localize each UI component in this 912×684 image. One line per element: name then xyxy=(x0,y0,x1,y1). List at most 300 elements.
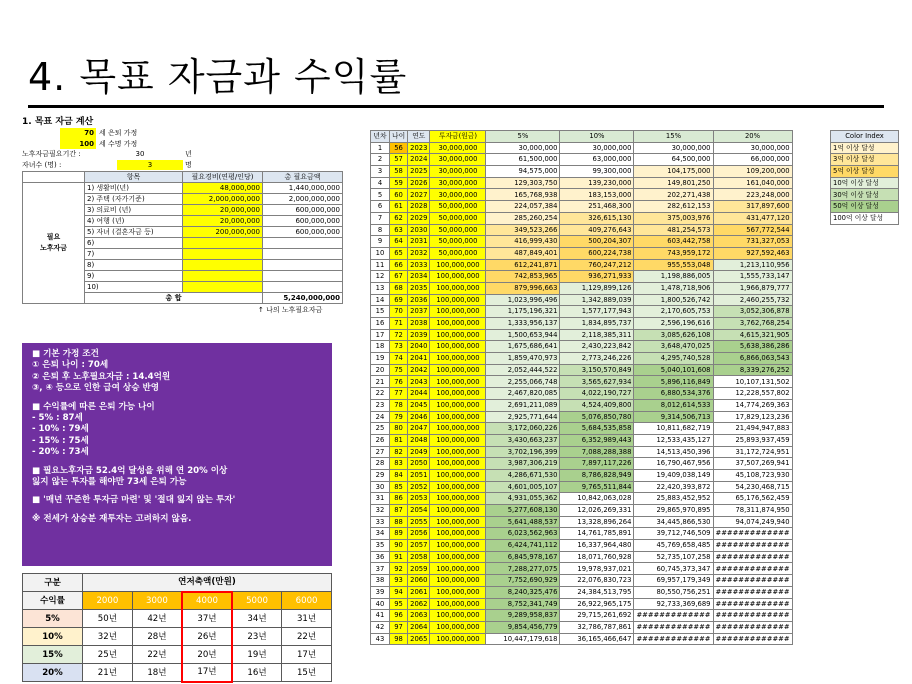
projection-cell: 1,213,110,956 xyxy=(713,259,792,271)
cost-sum-pad xyxy=(343,293,368,304)
projection-cell: ############# xyxy=(713,528,792,540)
cost-pad xyxy=(343,249,368,260)
projection-row xyxy=(371,177,793,189)
projection-cell: 5,040,101,608 xyxy=(634,364,713,376)
projection-cell: 97 xyxy=(390,621,408,633)
projection-cell: 5,641,488,537 xyxy=(486,516,560,528)
projection-cell: 54,230,468,715 xyxy=(713,481,792,493)
projection-cell: 2024 xyxy=(408,154,430,166)
legend-row xyxy=(831,201,899,213)
legend-row xyxy=(831,189,899,201)
projection-cell: 2036 xyxy=(408,294,430,306)
projection-cell: 30,000,000 xyxy=(634,142,713,154)
projection-cell: 161,040,000 xyxy=(713,177,792,189)
projection-cell: 2058 xyxy=(408,551,430,563)
projection-cell: 2053 xyxy=(408,493,430,505)
period-unit: 년 xyxy=(185,150,192,159)
retire-years: 21년 xyxy=(83,664,133,682)
projection-table xyxy=(370,130,793,645)
projection-cell: 64,500,000 xyxy=(634,154,713,166)
projection-cell: 11 xyxy=(371,259,390,271)
projection-cell: 32 xyxy=(371,505,390,517)
projection-cell: 18 xyxy=(371,341,390,353)
projection-cell: 2033 xyxy=(408,259,430,271)
assumption-line: 잃지 않는 투자를 해야만 73세 은퇴 가능 xyxy=(32,477,187,488)
projection-cell: 26 xyxy=(371,434,390,446)
projection-cell: 2031 xyxy=(408,236,430,248)
retire-age-value[interactable]: 70 xyxy=(60,128,96,139)
projection-cell: 59 xyxy=(390,177,408,189)
projection-cell: 69,957,179,349 xyxy=(634,575,713,587)
projection-cell: 30,000,000 xyxy=(713,142,792,154)
cost-value[interactable]: 200,000,000 xyxy=(183,227,263,238)
projection-cell: 6,424,741,112 xyxy=(486,540,560,552)
projection-cell: 65 xyxy=(390,247,408,259)
projection-cell: 487,849,401 xyxy=(486,247,560,259)
legend-row xyxy=(831,177,899,189)
projection-cell: 100,000,000 xyxy=(430,341,486,353)
cost-value[interactable]: 20,000,000 xyxy=(183,216,263,227)
retire-amount: 5000 xyxy=(232,592,282,610)
cost-total xyxy=(263,260,343,271)
retire-title: 연저축액(만원) xyxy=(83,574,332,592)
projection-cell: 2,118,385,311 xyxy=(560,329,634,341)
projection-cell: 1,800,526,742 xyxy=(634,294,713,306)
projection-cell: 64 xyxy=(390,236,408,248)
cost-item: 5) 자녀 (결혼자금 등) xyxy=(85,227,183,238)
cost-item: 2) 주택 (자가기준) xyxy=(85,194,183,205)
projection-cell: 2051 xyxy=(408,469,430,481)
projection-cell: 45,769,658,485 xyxy=(634,540,713,552)
cost-value[interactable]: 20,000,000 xyxy=(183,205,263,216)
legend-header-row xyxy=(831,131,899,143)
projection-cell: 100,000,000 xyxy=(430,294,486,306)
projection-cell: 95 xyxy=(390,598,408,610)
cost-total: 600,000,000 xyxy=(263,216,343,227)
projection-cell: 3,430,663,237 xyxy=(486,434,560,446)
cost-item: 3) 의료비 (년) xyxy=(85,205,183,216)
projection-cell: 612,241,871 xyxy=(486,259,560,271)
projection-cell: 61,500,000 xyxy=(486,154,560,166)
projection-cell: 2054 xyxy=(408,505,430,517)
projection-row xyxy=(371,423,793,435)
projection-cell: 29,715,261,692 xyxy=(560,610,634,622)
projection-cell: 7,897,117,226 xyxy=(560,458,634,470)
projection-cell: 50,000,000 xyxy=(430,236,486,248)
retire-amount: 3000 xyxy=(132,592,182,610)
projection-cell: 2042 xyxy=(408,364,430,376)
cost-pad xyxy=(343,216,368,227)
projection-header: 연도 xyxy=(408,131,430,143)
projection-cell: 74 xyxy=(390,353,408,365)
projection-cell: 2,255,066,748 xyxy=(486,376,560,388)
projection-cell: 6,880,534,376 xyxy=(634,388,713,400)
projection-cell: 22,420,393,872 xyxy=(634,481,713,493)
projection-cell: 2056 xyxy=(408,528,430,540)
projection-cell: 71 xyxy=(390,318,408,330)
projection-row xyxy=(371,318,793,330)
projection-cell: 30,000,000 xyxy=(430,189,486,201)
cost-header-pad xyxy=(343,172,368,183)
projection-cell: 14,761,785,891 xyxy=(560,528,634,540)
cost-value[interactable] xyxy=(183,282,263,293)
projection-cell: 15 xyxy=(371,306,390,318)
projection-row xyxy=(371,212,793,224)
projection-cell: 63,000,000 xyxy=(560,154,634,166)
cost-pad xyxy=(343,282,368,293)
projection-cell: 5 xyxy=(371,189,390,201)
projection-cell: 8,786,828,949 xyxy=(560,469,634,481)
projection-cell: 92,733,369,689 xyxy=(634,598,713,610)
retire-years: 20년 xyxy=(182,646,232,664)
projection-row xyxy=(371,516,793,528)
projection-cell: 731,327,053 xyxy=(713,236,792,248)
projection-cell: 62 xyxy=(390,212,408,224)
projection-cell: 3,565,627,934 xyxy=(560,376,634,388)
cost-total xyxy=(263,249,343,260)
projection-cell: 30,000,000 xyxy=(560,142,634,154)
projection-cell: 6,845,978,167 xyxy=(486,551,560,563)
cost-header-blank xyxy=(23,172,85,183)
projection-cell: 100,000,000 xyxy=(430,271,486,283)
projection-cell: 4,615,321,905 xyxy=(713,329,792,341)
projection-cell: 5,638,386,286 xyxy=(713,341,792,353)
projection-cell: 2043 xyxy=(408,376,430,388)
projection-cell: 37 xyxy=(371,563,390,575)
projection-cell: 1,333,956,137 xyxy=(486,318,560,330)
projection-cell: 50,000,000 xyxy=(430,247,486,259)
projection-cell: 3,762,768,254 xyxy=(713,318,792,330)
projection-cell: 2 xyxy=(371,154,390,166)
projection-row xyxy=(371,294,793,306)
projection-row xyxy=(371,540,793,552)
retire-years: 34년 xyxy=(232,610,282,628)
projection-row xyxy=(371,575,793,587)
projection-cell: 69 xyxy=(390,294,408,306)
cost-value[interactable]: 2,000,000,000 xyxy=(183,194,263,205)
projection-cell: 14,513,450,396 xyxy=(634,446,713,458)
projection-cell: 760,247,212 xyxy=(560,259,634,271)
projection-cell: 98 xyxy=(390,633,408,645)
projection-cell: 2047 xyxy=(408,423,430,435)
assumption-line: ③, ④ 등으로 인한 급여 상승 반영 xyxy=(32,383,160,394)
retire-row xyxy=(23,646,332,664)
retire-years: 42년 xyxy=(132,610,182,628)
projection-cell: 2025 xyxy=(408,166,430,178)
retire-amount: 4000 xyxy=(182,592,232,610)
cost-value[interactable] xyxy=(183,249,263,260)
retire-years: 25년 xyxy=(83,646,133,664)
retire-years: 18년 xyxy=(132,664,182,682)
goal-section-title: 1. 목표 자금 계산 xyxy=(22,117,94,127)
projection-cell: 94,074,249,940 xyxy=(713,516,792,528)
projection-cell: 2,691,211,089 xyxy=(486,399,560,411)
projection-cell: 38 xyxy=(371,575,390,587)
projection-cell: 2049 xyxy=(408,446,430,458)
projection-cell: 936,271,933 xyxy=(560,271,634,283)
projection-cell: 68 xyxy=(390,282,408,294)
cost-item: 7) xyxy=(85,249,183,260)
projection-cell: 13,328,896,264 xyxy=(560,516,634,528)
projection-cell: 70 xyxy=(390,306,408,318)
projection-cell: 1,966,879,777 xyxy=(713,282,792,294)
projection-cell: 19,978,937,021 xyxy=(560,563,634,575)
projection-cell: 2046 xyxy=(408,411,430,423)
projection-cell: 4,601,005,107 xyxy=(486,481,560,493)
projection-cell: 2,460,255,732 xyxy=(713,294,792,306)
retire-rate-label: 수익률 xyxy=(23,592,83,610)
projection-cell: 100,000,000 xyxy=(430,493,486,505)
projection-cell: 73 xyxy=(390,341,408,353)
projection-row xyxy=(371,411,793,423)
projection-cell: 1,577,177,943 xyxy=(560,306,634,318)
projection-cell: 109,200,000 xyxy=(713,166,792,178)
projection-cell: 37,507,269,941 xyxy=(713,458,792,470)
projection-header: 20% xyxy=(713,131,792,143)
cost-total: 600,000,000 xyxy=(263,205,343,216)
projection-cell: 2037 xyxy=(408,306,430,318)
period-row xyxy=(22,149,367,160)
legend-item: 10억 이상 달성 xyxy=(831,177,899,189)
projection-cell: 100,000,000 xyxy=(430,376,486,388)
projection-cell: 33 xyxy=(371,516,390,528)
cost-sum-value: 5,240,000,000 xyxy=(263,293,343,304)
projection-cell: 56 xyxy=(390,142,408,154)
projection-cell: 139,230,000 xyxy=(560,177,634,189)
assumption-line: ■ 기본 가정 조건 xyxy=(32,349,99,359)
legend-title: Color Index xyxy=(831,131,899,143)
children-value[interactable]: 3 xyxy=(117,160,183,171)
projection-cell: ############# xyxy=(713,633,792,645)
projection-cell: ############# xyxy=(713,540,792,552)
projection-cell: 29,865,970,895 xyxy=(634,505,713,517)
projection-header: 나이 xyxy=(390,131,408,143)
projection-cell: 3,085,626,108 xyxy=(634,329,713,341)
retire-rate: 10% xyxy=(23,628,83,646)
projection-cell: 10 xyxy=(371,247,390,259)
life-age-value[interactable]: 100 xyxy=(60,139,96,150)
projection-cell: 65,176,562,459 xyxy=(713,493,792,505)
projection-cell: 42 xyxy=(371,621,390,633)
projection-row xyxy=(371,563,793,575)
period-label: 노후자금필요기간 : xyxy=(22,150,81,159)
projection-cell: 90 xyxy=(390,540,408,552)
retire-years: 22년 xyxy=(132,646,182,664)
projection-cell: 326,615,130 xyxy=(560,212,634,224)
projection-cell: 1,834,895,737 xyxy=(560,318,634,330)
projection-cell: 9,765,511,844 xyxy=(560,481,634,493)
projection-cell: 87 xyxy=(390,505,408,517)
projection-row xyxy=(371,341,793,353)
projection-cell: 431,477,120 xyxy=(713,212,792,224)
projection-row xyxy=(371,376,793,388)
legend-row xyxy=(831,154,899,166)
projection-cell: 7,088,288,388 xyxy=(560,446,634,458)
projection-cell: 58 xyxy=(390,166,408,178)
assumption-line: - 15% : 75세 xyxy=(32,435,89,446)
projection-cell: 16 xyxy=(371,318,390,330)
projection-cell: 2060 xyxy=(408,575,430,587)
projection-cell: 2045 xyxy=(408,399,430,411)
projection-row xyxy=(371,247,793,259)
projection-cell: 94,575,000 xyxy=(486,166,560,178)
projection-cell: 5,896,116,849 xyxy=(634,376,713,388)
projection-cell: 2035 xyxy=(408,282,430,294)
children-row xyxy=(22,160,367,171)
projection-cell: 2039 xyxy=(408,329,430,341)
projection-cell: 100,000,000 xyxy=(430,551,486,563)
projection-cell: 129,303,750 xyxy=(486,177,560,189)
projection-cell: 89 xyxy=(390,528,408,540)
projection-cell: 3,702,196,399 xyxy=(486,446,560,458)
projection-cell: 1,129,899,126 xyxy=(560,282,634,294)
projection-cell: 4,286,671,530 xyxy=(486,469,560,481)
projection-cell: 6,866,063,543 xyxy=(713,353,792,365)
projection-cell: 100,000,000 xyxy=(430,388,486,400)
projection-cell: 83 xyxy=(390,458,408,470)
projection-cell: 10,447,179,618 xyxy=(486,633,560,645)
assumption-line xyxy=(32,507,322,514)
projection-cell: 481,254,573 xyxy=(634,224,713,236)
projection-cell: 7,288,277,075 xyxy=(486,563,560,575)
projection-row xyxy=(371,493,793,505)
projection-cell: 2065 xyxy=(408,633,430,645)
projection-cell: 2063 xyxy=(408,610,430,622)
cost-value[interactable] xyxy=(183,260,263,271)
projection-cell: 30,000,000 xyxy=(430,177,486,189)
retire-years: 26년 xyxy=(182,628,232,646)
projection-row xyxy=(371,528,793,540)
projection-cell: 4,931,055,362 xyxy=(486,493,560,505)
projection-cell: 2032 xyxy=(408,247,430,259)
projection-cell: 2040 xyxy=(408,341,430,353)
projection-cell: 26,922,965,175 xyxy=(560,598,634,610)
projection-cell: ############# xyxy=(713,598,792,610)
projection-cell: 5,277,608,130 xyxy=(486,505,560,517)
projection-row xyxy=(371,142,793,154)
cost-total xyxy=(263,238,343,249)
projection-row xyxy=(371,399,793,411)
projection-cell: 4,022,190,727 xyxy=(560,388,634,400)
retire-years: 17년 xyxy=(282,646,332,664)
projection-cell: 16,337,964,480 xyxy=(560,540,634,552)
projection-cell: 57 xyxy=(390,154,408,166)
projection-cell: 14,774,269,363 xyxy=(713,399,792,411)
projection-cell: 8,752,341,749 xyxy=(486,598,560,610)
projection-cell: 77 xyxy=(390,388,408,400)
cost-value[interactable] xyxy=(183,271,263,282)
cost-sum-label: 총 합 xyxy=(85,293,263,304)
cost-header-total: 총 필요금액 xyxy=(263,172,343,183)
projection-cell: 2062 xyxy=(408,598,430,610)
projection-cell: 25 xyxy=(371,423,390,435)
projection-cell: 50,000,000 xyxy=(430,212,486,224)
projection-cell: 2028 xyxy=(408,201,430,213)
projection-cell: 567,772,544 xyxy=(713,224,792,236)
children-label: 자녀수 (명) : xyxy=(22,160,62,169)
projection-row xyxy=(371,306,793,318)
projection-cell: 39,712,746,509 xyxy=(634,528,713,540)
projection-cell: 104,175,000 xyxy=(634,166,713,178)
retire-row xyxy=(23,664,332,682)
projection-cell: ############# xyxy=(713,551,792,563)
projection-cell: 5,076,850,780 xyxy=(560,411,634,423)
cost-value[interactable]: 48,000,000 xyxy=(183,183,263,194)
cost-note: ↑ 나의 노후필요자금 xyxy=(258,306,323,315)
projection-cell: 24,384,513,795 xyxy=(560,586,634,598)
projection-cell: 100,000,000 xyxy=(430,411,486,423)
projection-cell: 100,000,000 xyxy=(430,469,486,481)
projection-cell: 1,500,653,944 xyxy=(486,329,560,341)
cost-total: 1,440,000,000 xyxy=(263,183,343,194)
retire-amount-row xyxy=(23,592,332,610)
projection-cell: 9,314,506,713 xyxy=(634,411,713,423)
legend-item: 100억 이상 달성 xyxy=(831,212,899,224)
projection-cell: 149,801,250 xyxy=(634,177,713,189)
projection-header: 15% xyxy=(634,131,713,143)
projection-row xyxy=(371,586,793,598)
projection-cell: 416,999,430 xyxy=(486,236,560,248)
cost-total xyxy=(263,271,343,282)
projection-cell: 100,000,000 xyxy=(430,633,486,645)
projection-cell: 86 xyxy=(390,493,408,505)
projection-cell: 1,859,470,973 xyxy=(486,353,560,365)
projection-cell: 2059 xyxy=(408,563,430,575)
projection-row xyxy=(371,166,793,178)
projection-cell: 100,000,000 xyxy=(430,528,486,540)
projection-row xyxy=(371,388,793,400)
projection-cell: 2,170,605,753 xyxy=(634,306,713,318)
projection-cell: 17,829,123,236 xyxy=(713,411,792,423)
projection-cell: 99,300,000 xyxy=(560,166,634,178)
retirement-years-table xyxy=(22,573,332,683)
cost-total: 2,000,000,000 xyxy=(263,194,343,205)
projection-cell: 9 xyxy=(371,236,390,248)
projection-cell: 183,153,000 xyxy=(560,189,634,201)
projection-cell: 31,172,724,951 xyxy=(713,446,792,458)
projection-cell: 100,000,000 xyxy=(430,399,486,411)
retire-years: 15년 xyxy=(282,664,332,682)
projection-cell: 24 xyxy=(371,411,390,423)
projection-cell: 12,026,269,331 xyxy=(560,505,634,517)
projection-row xyxy=(371,364,793,376)
projection-cell: 50,000,000 xyxy=(430,224,486,236)
projection-cell: 100,000,000 xyxy=(430,353,486,365)
projection-cell: 91 xyxy=(390,551,408,563)
projection-cell: 52,735,107,258 xyxy=(634,551,713,563)
projection-cell: 82 xyxy=(390,446,408,458)
projection-cell: 88 xyxy=(390,516,408,528)
projection-cell: 1,342,889,039 xyxy=(560,294,634,306)
projection-cell: 12,228,557,802 xyxy=(713,388,792,400)
projection-header: 10% xyxy=(560,131,634,143)
projection-cell: 3 xyxy=(371,166,390,178)
projection-cell: 85 xyxy=(390,481,408,493)
projection-cell: 5,684,535,858 xyxy=(560,423,634,435)
projection-cell: 19 xyxy=(371,353,390,365)
projection-cell: 409,276,643 xyxy=(560,224,634,236)
cost-value[interactable] xyxy=(183,238,263,249)
retire-row xyxy=(23,610,332,628)
projection-cell: 36 xyxy=(371,551,390,563)
cost-group-label: 필요 노후자금 xyxy=(23,183,85,304)
projection-cell: 2,467,820,085 xyxy=(486,388,560,400)
projection-cell: 60 xyxy=(390,189,408,201)
retire-years: 32년 xyxy=(83,628,133,646)
projection-cell: 25,893,937,459 xyxy=(713,434,792,446)
projection-row xyxy=(371,621,793,633)
projection-cell: 32,786,787,861 xyxy=(560,621,634,633)
